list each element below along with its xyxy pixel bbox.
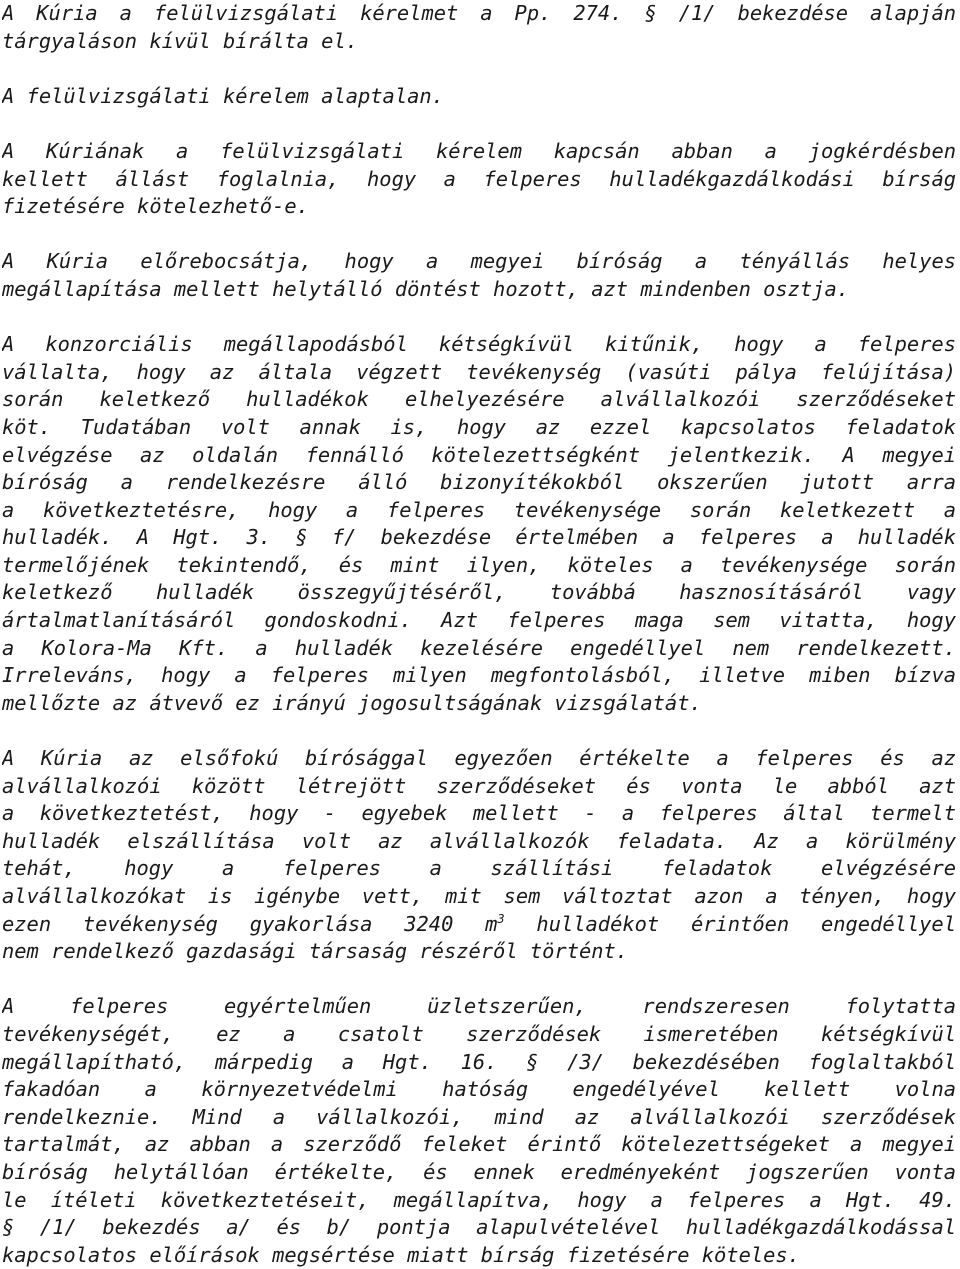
text-line: § /1/ bekezdés a/ és b/ pontja alapulvételével hulladékgazdálkodással <box>2 1215 956 1240</box>
text-line: elvégzése az oldalán fennálló kötelezettségként jelentkezik. A megyei <box>2 442 956 467</box>
text-line: tárgyaláson kívül bírálta el. <box>2 28 359 53</box>
volume-text-before: ezen tevékenység gyakorlása 3240 m <box>2 911 498 936</box>
text-line: keletkező hulladék összegyűjtéséről, továbbá hasznosításáról vagy <box>2 580 956 605</box>
text-line: fakadóan a környezetvédelmi hatóság engedélyével kellett volna <box>2 1077 956 1102</box>
text-line: fizetésére kötelezhető-e. <box>2 194 309 219</box>
paragraph-legal-question <box>2 138 956 221</box>
text-line: megállapítása mellett helytálló döntést hozott, azt mindenben osztja. <box>2 276 850 301</box>
text-line: hulladék elszállítása volt az alvállalkozók feladata. Az a körülmény <box>2 828 956 853</box>
paragraph-procedure <box>2 0 956 55</box>
text-line: bíróság a rendelkezésre álló bizonyítékokból okszerűen jutott arra <box>2 470 956 495</box>
paragraph-verdict <box>2 83 956 111</box>
text-line: Irreleváns, hogy a felperes milyen megfontolásból, illetve miben bízva <box>2 663 956 688</box>
text-line: termelőjének tekintendő, és mint ilyen, köteles a tevékenysége során <box>2 552 956 577</box>
text-line: alvállalkozói között létrejött szerződéseket és vonta le abból azt <box>2 773 956 798</box>
paragraph-consortium <box>2 331 956 717</box>
text-line: alvállalkozókat is igénybe vett, mit sem változtat azon a tényen, hogy <box>2 884 956 908</box>
text-line: A Kúria előrebocsátja, hogy a megyei bíróság a tényállás helyes <box>2 249 956 274</box>
text-line: ártalmatlanításáról gondoskodni. Azt felperes maga sem vitatta, hogy <box>2 608 956 633</box>
text-line: tehát, hogy a felperes a szállítási feladatok elvégzésére <box>2 856 956 881</box>
text-line: vállalta, hogy az általa végzett tevékenység (vasúti pálya felújítása) <box>2 359 956 384</box>
text-line-volume <box>2 911 956 939</box>
text-line: köt. Tudatában volt annak is, hogy az ezzel kapcsolatos feladatok <box>2 414 956 439</box>
text-line: megállapítható, márpedig a Hgt. 16. § /3/ bekezdésében foglaltakból <box>2 1049 956 1074</box>
text-line: bíróság helytállóan értékelte, és ennek eredményeként jogszerűen vonta <box>2 1159 956 1184</box>
text-line: A Kúriának a felülvizsgálati kérelem kapcsán abban a jogkérdésben <box>2 138 956 163</box>
text-line: kapcsolatos előírások megsértése miatt bírság fizetésére köteles. <box>2 1242 800 1267</box>
text-line: mellőzte az átvevő ez irányú jogosultságának vizsgálatát. <box>2 690 702 715</box>
text-line: A felperes egyértelműen üzletszerűen, rendszeresen folytatta <box>2 994 956 1019</box>
document-page <box>2 0 956 1269</box>
text-line: A felülvizsgálati kérelem alaptalan. <box>2 83 444 108</box>
volume-text-after: hulladékot érintően engedéllyel <box>504 911 956 936</box>
text-line: A Kúria a felülvizsgálati kérelmet a Pp. 274. § /1/ bekezdése alapján <box>2 1 956 25</box>
text-line: során keletkező hulladékok elhelyezésére alvállalkozói szerződéseket <box>2 387 956 412</box>
text-line: nem rendelkező gazdasági társaság részéről történt. <box>2 939 629 964</box>
paragraph-subcontractors <box>2 745 956 966</box>
text-line: rendelkeznie. Mind a vállalkozói, mind az alvállalkozói szerződések <box>2 1104 956 1129</box>
text-line: a Kolora-Ma Kft. a hulladék kezelésére engedéllyel nem rendelkezett. <box>2 635 956 660</box>
text-line: a következtetésre, hogy a felperes tevékenysége során keletkezett a <box>2 497 956 522</box>
text-line: tartalmát, az abban a szerződő feleket érintő kötelezettségeket a megyei <box>2 1132 956 1157</box>
text-line: hulladék. A Hgt. 3. § f/ bekezdése értelmében a felperes a hulladék <box>2 525 956 550</box>
text-line: kellett állást foglalnia, hogy a felperes hulladékgazdálkodási bírság <box>2 166 956 191</box>
text-line: le ítéleti következtetéseit, megállapítva, hogy a felperes a Hgt. 49. <box>2 1187 956 1212</box>
paragraph-preface <box>2 248 956 303</box>
cubic-superscript: 3 <box>497 911 505 926</box>
text-line: tevékenységét, ez a csatolt szerződések ismeretében kétségkívül <box>2 1021 956 1046</box>
paragraph-conclusion <box>2 993 956 1269</box>
text-line: A Kúria az elsőfokú bírósággal egyezően értékelte a felperes és az <box>2 746 956 771</box>
text-line: A konzorciális megállapodásból kétségkívül kitűnik, hogy a felperes <box>2 332 956 357</box>
text-line: a következtetést, hogy - egyebek mellett - a felperes által termelt <box>2 801 956 826</box>
